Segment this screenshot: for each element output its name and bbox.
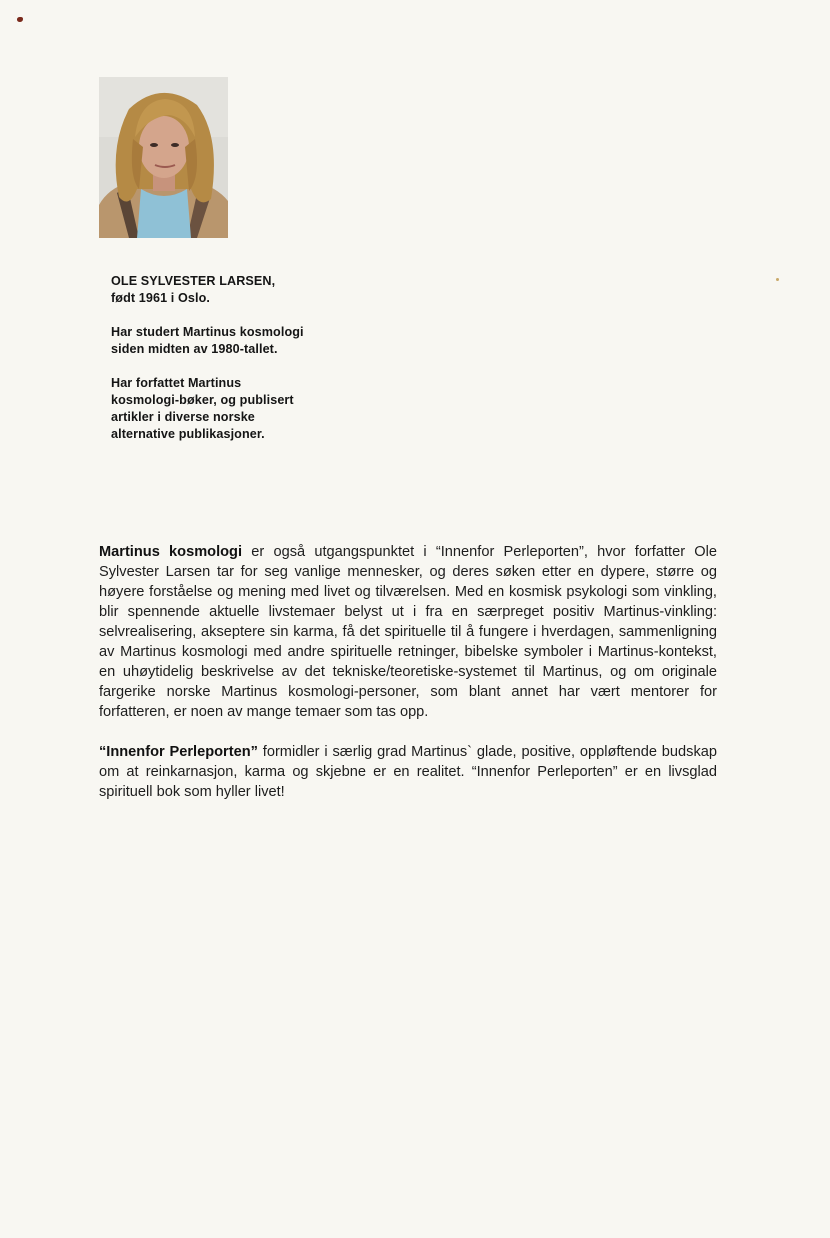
author-name-block [111, 273, 341, 307]
author-name: OLE SYLVESTER LARSEN, [111, 274, 276, 288]
description-p1-text: er også utgangspunktet i “Innenfor Perleporten”, hvor forfatter Ole Sylvester Larsen tar for seg vanlige mennesker, og deres søken etter en dypere, større og høyere forståelse og mening med livet og tilværelsen. Med en kosmisk psykologi som vinkling, blir spennende aktuelle livstemaer belyst ut i fra en særpreget positiv Martinus-vinkling: selvrealisering, akseptere sin karma, få det spirituelle til å fungere i hverdagen, sammenligning av Martinus kosmologi med andre spirituelle retninger, bibelske symboler i Martinus-kontekst, en uhøytidelig beskrivelse av det tekniske/teoretiske-systemet til Martinus, og om originale fargerike norske Martinus kosmologi-personer, som blant annet har vært mentorer for forfatteren, er noen av mange temaer som tas opp. [99, 544, 717, 720]
author-born: født 1961 i Oslo. [111, 291, 210, 305]
description-paragraph-1 [99, 542, 717, 722]
description-p2-text: formidler i særlig grad Martinus` glade, positive, oppløftende budskap om at reinkarnasjon, karma og skjebne er en realitet. “Innenfor Perleporten” er en livsglad spirituell bok som hyller livet! [99, 744, 717, 800]
paper-speck [776, 278, 779, 281]
author-photo [99, 77, 228, 238]
author-bio [111, 273, 341, 460]
author-written: Har forfattet Martinus kosmologi-bøker, og publisert artikler i diverse norske alternative publikasjoner. [111, 376, 294, 441]
ink-speck [17, 17, 23, 22]
description-p2-lead: “Innenfor Perleporten” [99, 744, 258, 760]
description-paragraph-2 [99, 742, 717, 802]
author-studied: Har studert Martinus kosmologi siden midten av 1980-tallet. [111, 325, 304, 356]
description-p1-lead: Martinus kosmologi [99, 544, 243, 560]
book-description [99, 542, 717, 822]
